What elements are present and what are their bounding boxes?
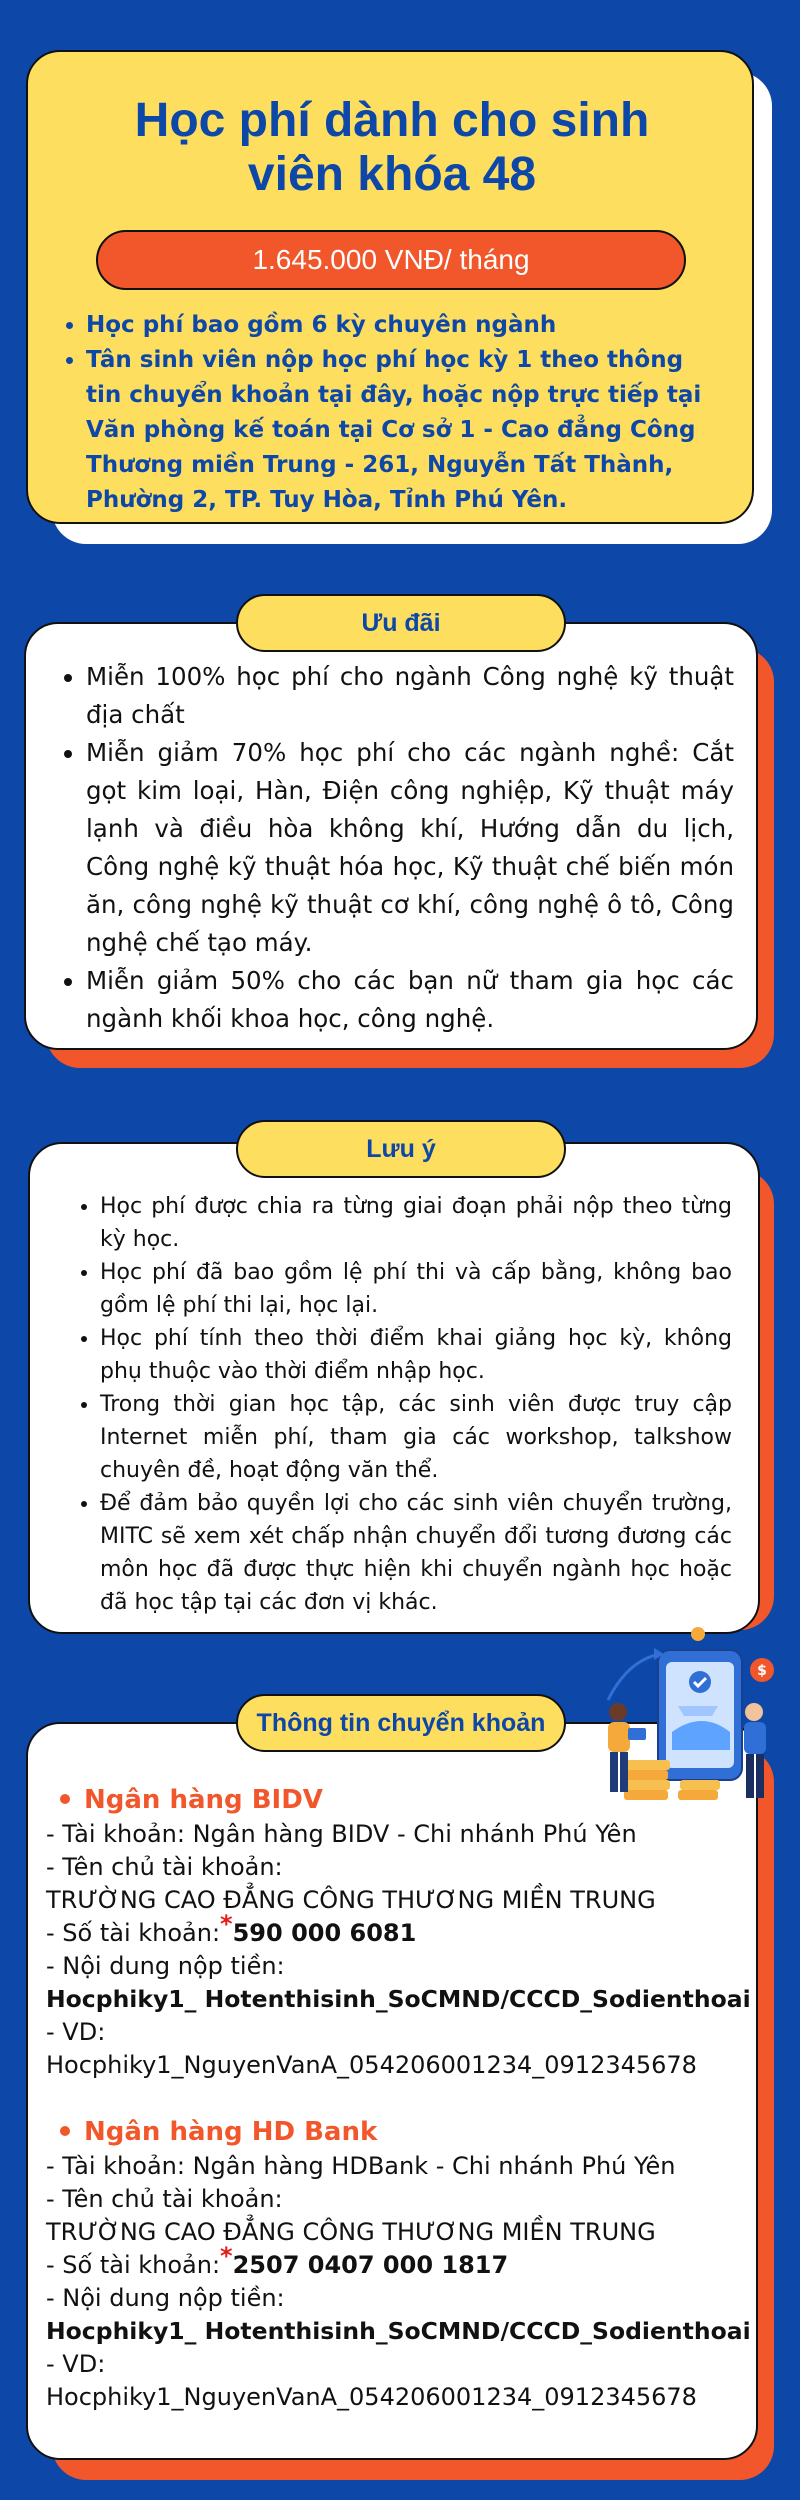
transfer-card: [26, 1722, 758, 2460]
example-value: Hocphiky1_NguyenVanA_054206001234_0912345678: [46, 2383, 697, 2411]
example-value: Hocphiky1_NguyenVanA_054206001234_0912345678: [46, 2051, 697, 2079]
account-number-line: - Số tài khoản:*590 000 6081: [46, 1910, 417, 1947]
notes-label: Lưu ý: [366, 1134, 436, 1163]
holder-name: TRƯỜNG CAO ĐẲNG CÔNG THƯƠNG MIỀN TRUNG: [46, 1886, 656, 1914]
tuition-price: 1.645.000 VNĐ/ tháng: [252, 244, 530, 275]
bank-account-line: - Tài khoản: Ngân hàng BIDV - Chi nhánh Phú Yên: [46, 1820, 637, 1848]
required-mark: *: [220, 2242, 233, 2270]
dollar-coin-icon: [750, 1658, 774, 1682]
example-label: - VD:: [46, 2018, 106, 2046]
small-coin-icon: [691, 1627, 705, 1641]
note-item: • Để đảm bảo quyền lợi cho các sinh viên chuyển trường, MITC sẽ xem xét chấp nhận chuyển đổi tương đương các môn học đã được thực hiện khi chuyển ngành học hoặc đã học tập tại các đơn vị khác.: [100, 1487, 732, 1619]
tuition-point: • Học phí bao gồm 6 kỳ chuyên ngành: [86, 308, 726, 343]
account-number: 2507 0407 000 1817: [232, 2251, 509, 2279]
note-item: • Trong thời gian học tập, các sinh viên được truy cập Internet miễn phí, tham gia các workshop, talkshow chuyên đề, hoạt động văn thể.: [100, 1388, 732, 1487]
benefits-card: [24, 622, 758, 1050]
transfer-label: Thông tin chuyển khoản: [256, 1708, 546, 1737]
bank-name: Ngân hàng BIDV: [46, 1782, 752, 1818]
notes-label-pill: [236, 1120, 566, 1178]
content-format: Hocphiky1_ Hotenthisinh_SoCMND/CCCD_Sodienthoai: [46, 1985, 751, 2013]
example-label: - VD:: [46, 2350, 106, 2378]
content-label: - Nội dung nộp tiền:: [46, 1952, 285, 1980]
holder-name: TRƯỜNG CAO ĐẲNG CÔNG THƯƠNG MIỀN TRUNG: [46, 2218, 656, 2246]
svg-text:$: $: [757, 1663, 767, 1679]
note-item: • Học phí tính theo thời điểm khai giảng học kỳ, không phụ thuộc vào thời điểm nhập học.: [100, 1322, 732, 1388]
bank-name: Ngân hàng HD Bank: [46, 2114, 752, 2150]
hdbank-block: [46, 2114, 752, 2414]
benefits-list: [86, 658, 734, 1038]
tuition-card: [26, 50, 754, 524]
content-label: - Nội dung nộp tiền:: [46, 2284, 285, 2312]
bullet-icon: [60, 1794, 70, 1804]
tuition-title: Học phí dành cho sinh viên khóa 48: [134, 94, 650, 201]
transfer-label-pill: [236, 1694, 566, 1752]
account-number: 590 000 6081: [232, 1919, 417, 1947]
holder-label: - Tên chủ tài khoản:: [46, 2185, 283, 2213]
required-mark: *: [220, 1910, 233, 1938]
check-badge-icon: [689, 1671, 711, 1693]
bidv-block: [46, 1782, 752, 2082]
bullet-icon: [60, 2126, 70, 2136]
account-number-line: - Số tài khoản:*2507 0407 000 1817: [46, 2242, 509, 2279]
notes-list: [100, 1190, 732, 1619]
benefit-item: • Miễn giảm 70% học phí cho các ngành nghề: Cắt gọt kim loại, Hàn, Điện công nghiệp, Kỹ thuật máy lạnh và điều hòa không khí, Hướng dẫn du lịch, Công nghệ kỹ thuật hóa học, Kỹ thuật chế biến món ăn, công nghệ kỹ thuật cơ khí, công nghệ ô tô, Công nghệ chế tạo máy.: [86, 734, 734, 962]
benefits-label: Ưu đãi: [361, 608, 441, 637]
tuition-point: • Tân sinh viên nộp học phí học kỳ 1 theo thông tin chuyển khoản tại đây, hoặc nộp trực tiếp tại Văn phòng kế toán tại Cơ sở 1 - Cao đẳng Công Thương miền Trung - 261, Nguyễn Tất Thành, Phường 2, TP. Tuy Hòa, Tỉnh Phú Yên.: [86, 343, 726, 518]
note-item: • Học phí đã bao gồm lệ phí thi và cấp bằng, không bao gồm lệ phí thi lại, học lại.: [100, 1256, 732, 1322]
note-item: • Học phí được chia ra từng giai đoạn phải nộp theo từng kỳ học.: [100, 1190, 732, 1256]
bank-account-line: - Tài khoản: Ngân hàng HDBank - Chi nhánh Phú Yên: [46, 2152, 676, 2180]
benefit-item: • Miễn 100% học phí cho ngành Công nghệ kỹ thuật địa chất: [86, 658, 734, 734]
holder-label: - Tên chủ tài khoản:: [46, 1853, 283, 1881]
notes-card: [28, 1142, 760, 1634]
content-format: Hocphiky1_ Hotenthisinh_SoCMND/CCCD_Sodienthoai: [46, 2317, 751, 2345]
benefit-item: • Miễn giảm 50% cho các bạn nữ tham gia học các ngành khối khoa học, công nghệ.: [86, 962, 734, 1038]
tuition-price-pill: [96, 230, 686, 290]
phone-payment-illustration: [588, 1620, 778, 1810]
benefits-label-pill: [236, 594, 566, 652]
tuition-points: [86, 308, 726, 518]
